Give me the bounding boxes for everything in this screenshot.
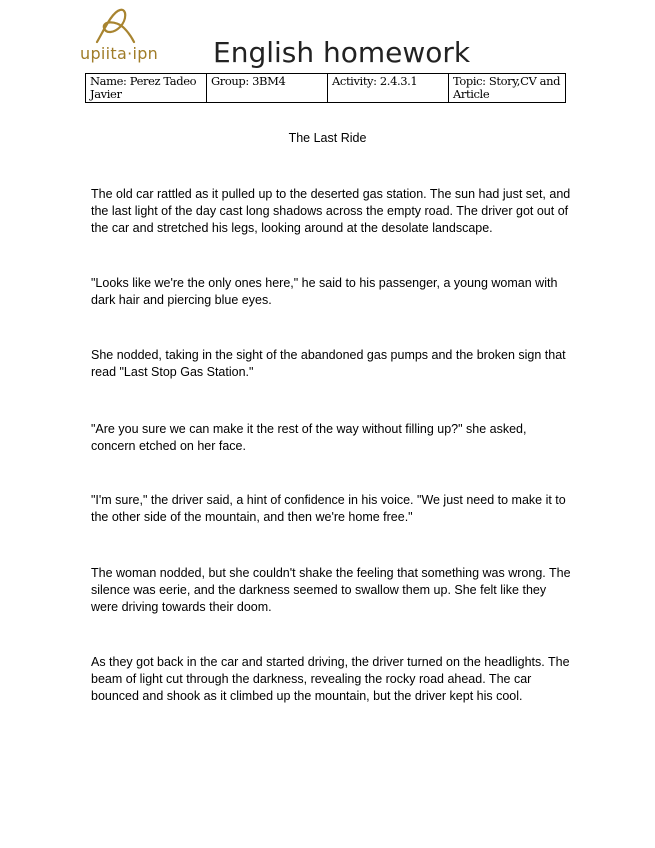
topic-value: Story,CV and Article (453, 74, 561, 101)
story-paragraph-4: "Are you sure we can make it the rest of the way without filling up?" she asked, concern etched on her face. (91, 422, 527, 453)
topic-cell (449, 74, 566, 103)
group-cell (207, 74, 328, 103)
student-info-table (85, 73, 566, 103)
logo-text: upiita·ipn (80, 44, 159, 63)
story-paragraph-6: The woman nodded, but she couldn't shake the feeling that something was wrong. The silence was eerie, and the darkness seemed to swallow them up. She felt like they were driving towards their doom. (91, 566, 571, 614)
name-value: Perez Tadeo Javier (90, 74, 197, 101)
page-title: English homework (213, 36, 471, 69)
story-title: The Last Ride (288, 131, 367, 145)
name-cell (86, 74, 207, 103)
story-paragraph-2: "Looks like we're the only ones here," he said to his passenger, a young woman with dark hair and piercing blue eyes. (91, 276, 558, 307)
story-paragraph-3: She nodded, taking in the sight of the abandoned gas pumps and the broken sign that read "Last Stop Gas Station." (91, 348, 566, 379)
story-paragraph-5: "I'm sure," the driver said, a hint of confidence in his voice. "We just need to make it to the other side of the mountain, and then we're home free." (91, 493, 566, 524)
institution-logo (80, 8, 159, 68)
topic-label: Topic: (453, 74, 486, 88)
activity-label: Activity: (332, 74, 377, 88)
name-label: Name: (90, 74, 127, 88)
group-label: Group: (211, 74, 249, 88)
activity-value: 2.4.3.1 (379, 74, 418, 88)
story-paragraph-7: As they got back in the car and started driving, the driver turned on the headlights. The beam of light cut through the darkness, revealing the rocky road ahead. The car bounced and shook as it climbed up the mountain, but the driver kept his cool. (91, 655, 570, 703)
upiita-logo-icon (94, 8, 140, 46)
story-paragraph-1: The old car rattled as it pulled up to the deserted gas station. The sun had just set, and the last light of the day cast long shadows across the empty road. The driver got out of the car and stretched his legs, looking around at the desolate landscape. (91, 187, 571, 235)
activity-cell (328, 74, 449, 103)
group-value: 3BM4 (252, 74, 286, 88)
